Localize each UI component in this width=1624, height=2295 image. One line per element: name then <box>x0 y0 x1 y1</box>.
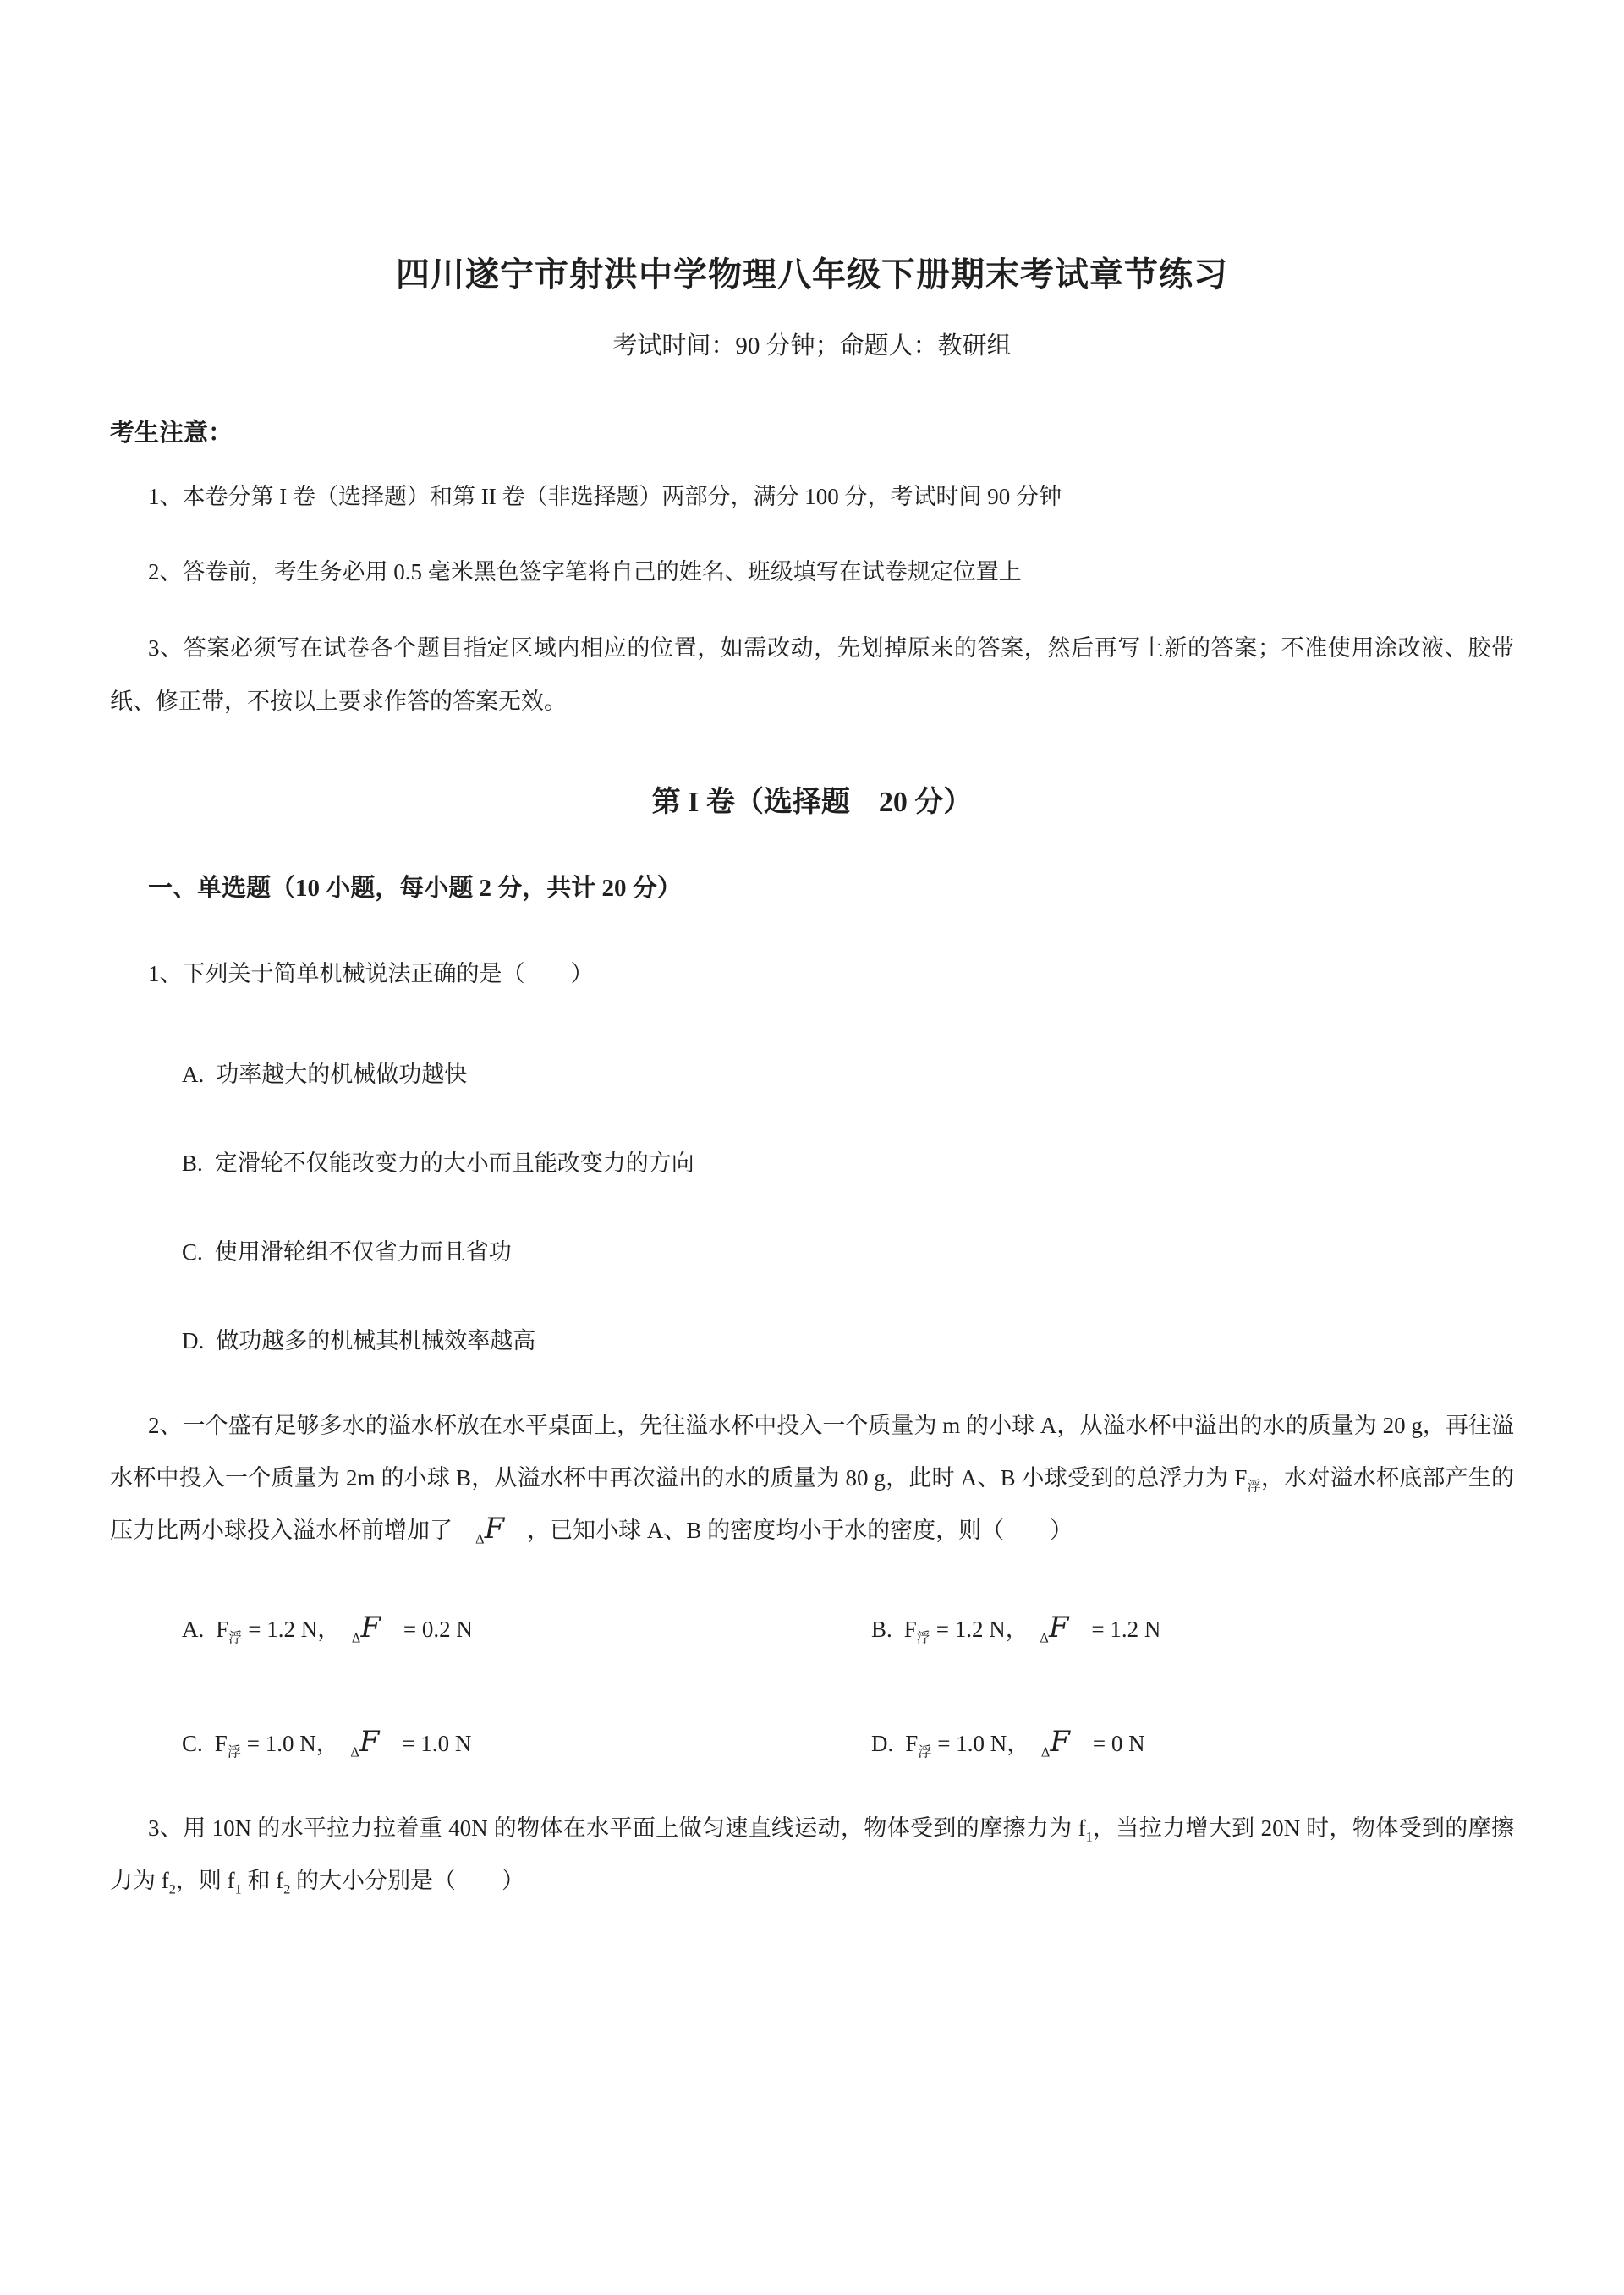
options-list <box>110 1056 1514 1355</box>
notice-heading: 考生注意： <box>110 420 233 447</box>
subscript-run: Δ <box>1040 1630 1049 1646</box>
option-label: C. <box>182 1731 203 1757</box>
option-label: D. <box>182 1327 205 1353</box>
section-heading: 第 I 卷（选择题 20 分） <box>651 786 973 818</box>
text-run: 的大小分别是（ ） <box>290 1868 525 1894</box>
math-run: F <box>1050 1725 1070 1759</box>
subscript-run: 1 <box>1085 1829 1093 1845</box>
question-q2 <box>110 1399 1514 1758</box>
subscript-run: 浮 <box>918 1744 932 1760</box>
text-run: F <box>903 1617 917 1643</box>
math-run: F <box>360 1611 381 1644</box>
text-run: = 1.2 N， <box>242 1617 352 1643</box>
text-run: ，当拉力增大到 20N 时，物体受到的摩擦力为 f <box>110 1815 1514 1894</box>
text-run: 3、用 10N 的水平拉力拉着重 40N 的物体在水平面上做匀速直线运动，物体受到的摩擦力为 f <box>148 1815 1086 1842</box>
subscript-run: 浮 <box>228 1630 243 1646</box>
option-C <box>182 1725 871 1758</box>
question-q1 <box>110 947 1514 1355</box>
exam-meta: 考试时间：90 分钟；命题人：教研组 <box>612 332 1012 360</box>
text-run: 使用滑轮组不仅省力而且省功 <box>214 1238 512 1265</box>
subscript-run: 2 <box>283 1881 291 1897</box>
option-label: C. <box>182 1238 203 1265</box>
option-A <box>182 1611 871 1644</box>
math-run: F <box>359 1725 380 1759</box>
subscript-run: Δ <box>475 1531 485 1547</box>
text-run: 定滑轮不仅能改变力的大小而且能改变力的方向 <box>214 1150 694 1176</box>
math-run: F <box>1048 1611 1069 1644</box>
text-run: F <box>216 1617 229 1643</box>
question-stem <box>110 1399 1514 1557</box>
question-q3 <box>110 1802 1514 1907</box>
text-run: ，水对溢水杯底部产生的压力比两小球投入溢水杯前增加了 <box>110 1464 1515 1544</box>
subscript-run: 2 <box>168 1881 176 1897</box>
notice-item-3: 3、答案必须写在试卷各个题目指定区域内相应的位置，如需改动，先划掉原来的答案，然后再写上新的答案；不准使用涂改液、胶带纸、修正带，不按以上要求作答的答案无效。 <box>110 634 1514 715</box>
option-C <box>110 1233 1514 1266</box>
option-label: B. <box>871 1617 892 1643</box>
subscript-run: 浮 <box>916 1630 930 1646</box>
text-run: = 1.0 N <box>379 1731 472 1757</box>
subscript-run: 浮 <box>227 1744 241 1760</box>
option-A <box>110 1056 1514 1089</box>
text-run: ，已知小球 A、B 的密度均小于水的密度，则（ ） <box>504 1518 1073 1544</box>
option-B <box>871 1611 1514 1644</box>
text-run: = 1.0 N， <box>931 1731 1041 1757</box>
option-label: D. <box>871 1731 894 1757</box>
text-run: = 1.2 N <box>1068 1617 1161 1643</box>
text-run: = 0.2 N <box>380 1617 473 1643</box>
option-D <box>110 1322 1514 1355</box>
question-stem <box>110 1802 1514 1907</box>
text-run: = 0 N <box>1069 1731 1145 1757</box>
subscript-run: Δ <box>1040 1744 1051 1760</box>
question-stem <box>110 947 1514 1000</box>
text-run: = 1.2 N， <box>930 1617 1040 1643</box>
text-run: 做功越多的机械其机械效率越高 <box>216 1327 536 1353</box>
subscript-run: 1 <box>234 1881 242 1897</box>
text-run: = 1.0 N， <box>240 1731 351 1757</box>
text-run: 2、一个盛有足够多水的溢水杯放在水平桌面上，先往溢水杯中投入一个质量为 m 的小球 A，从溢水杯中溢出的水的质量为 20 g，再往溢水杯中投入一个质量为 2m 的小球 B，从溢水杯中再次溢出的水的质量为 80 g，此时 A、B 小球受到的总浮力为 F <box>110 1412 1514 1491</box>
option-B <box>110 1145 1514 1178</box>
subscript-run: Δ <box>350 1744 359 1760</box>
text-run: 1、下列关于简单机械说法正确的是（ ） <box>148 960 594 986</box>
page-title: 四川遂宁市射洪中学物理八年级下册期末考试章节练习 <box>396 255 1228 294</box>
text-run: 和 f <box>241 1868 284 1894</box>
option-label: A. <box>182 1617 205 1643</box>
math-run: F <box>484 1512 505 1546</box>
subscript-run: Δ <box>351 1630 361 1646</box>
text-run: F <box>214 1731 228 1757</box>
notice-item-1: 1、本卷分第 I 卷（选择题）和第 II 卷（非选择题）两部分，满分 100 分，考试时间 90 分钟 <box>148 484 1062 509</box>
question-list <box>110 947 1514 1908</box>
notice-list <box>110 470 1514 729</box>
subscript-run: 浮 <box>1247 1479 1261 1495</box>
option-D <box>871 1725 1514 1758</box>
part-heading: 一、单选题（10 小题，每小题 2 分，共计 20 分） <box>148 874 682 902</box>
text-run: ，则 f <box>175 1868 235 1894</box>
text-run: 功率越大的机械做功越快 <box>216 1061 468 1087</box>
options-grid <box>110 1611 1514 1758</box>
option-label: A. <box>182 1061 205 1087</box>
notice-item-2: 2、答卷前，考生务必用 0.5 毫米黑色签字笔将自己的姓名、班级填写在试卷规定位置上 <box>148 559 1022 585</box>
option-label: B. <box>182 1150 203 1176</box>
text-run: F <box>905 1731 919 1757</box>
